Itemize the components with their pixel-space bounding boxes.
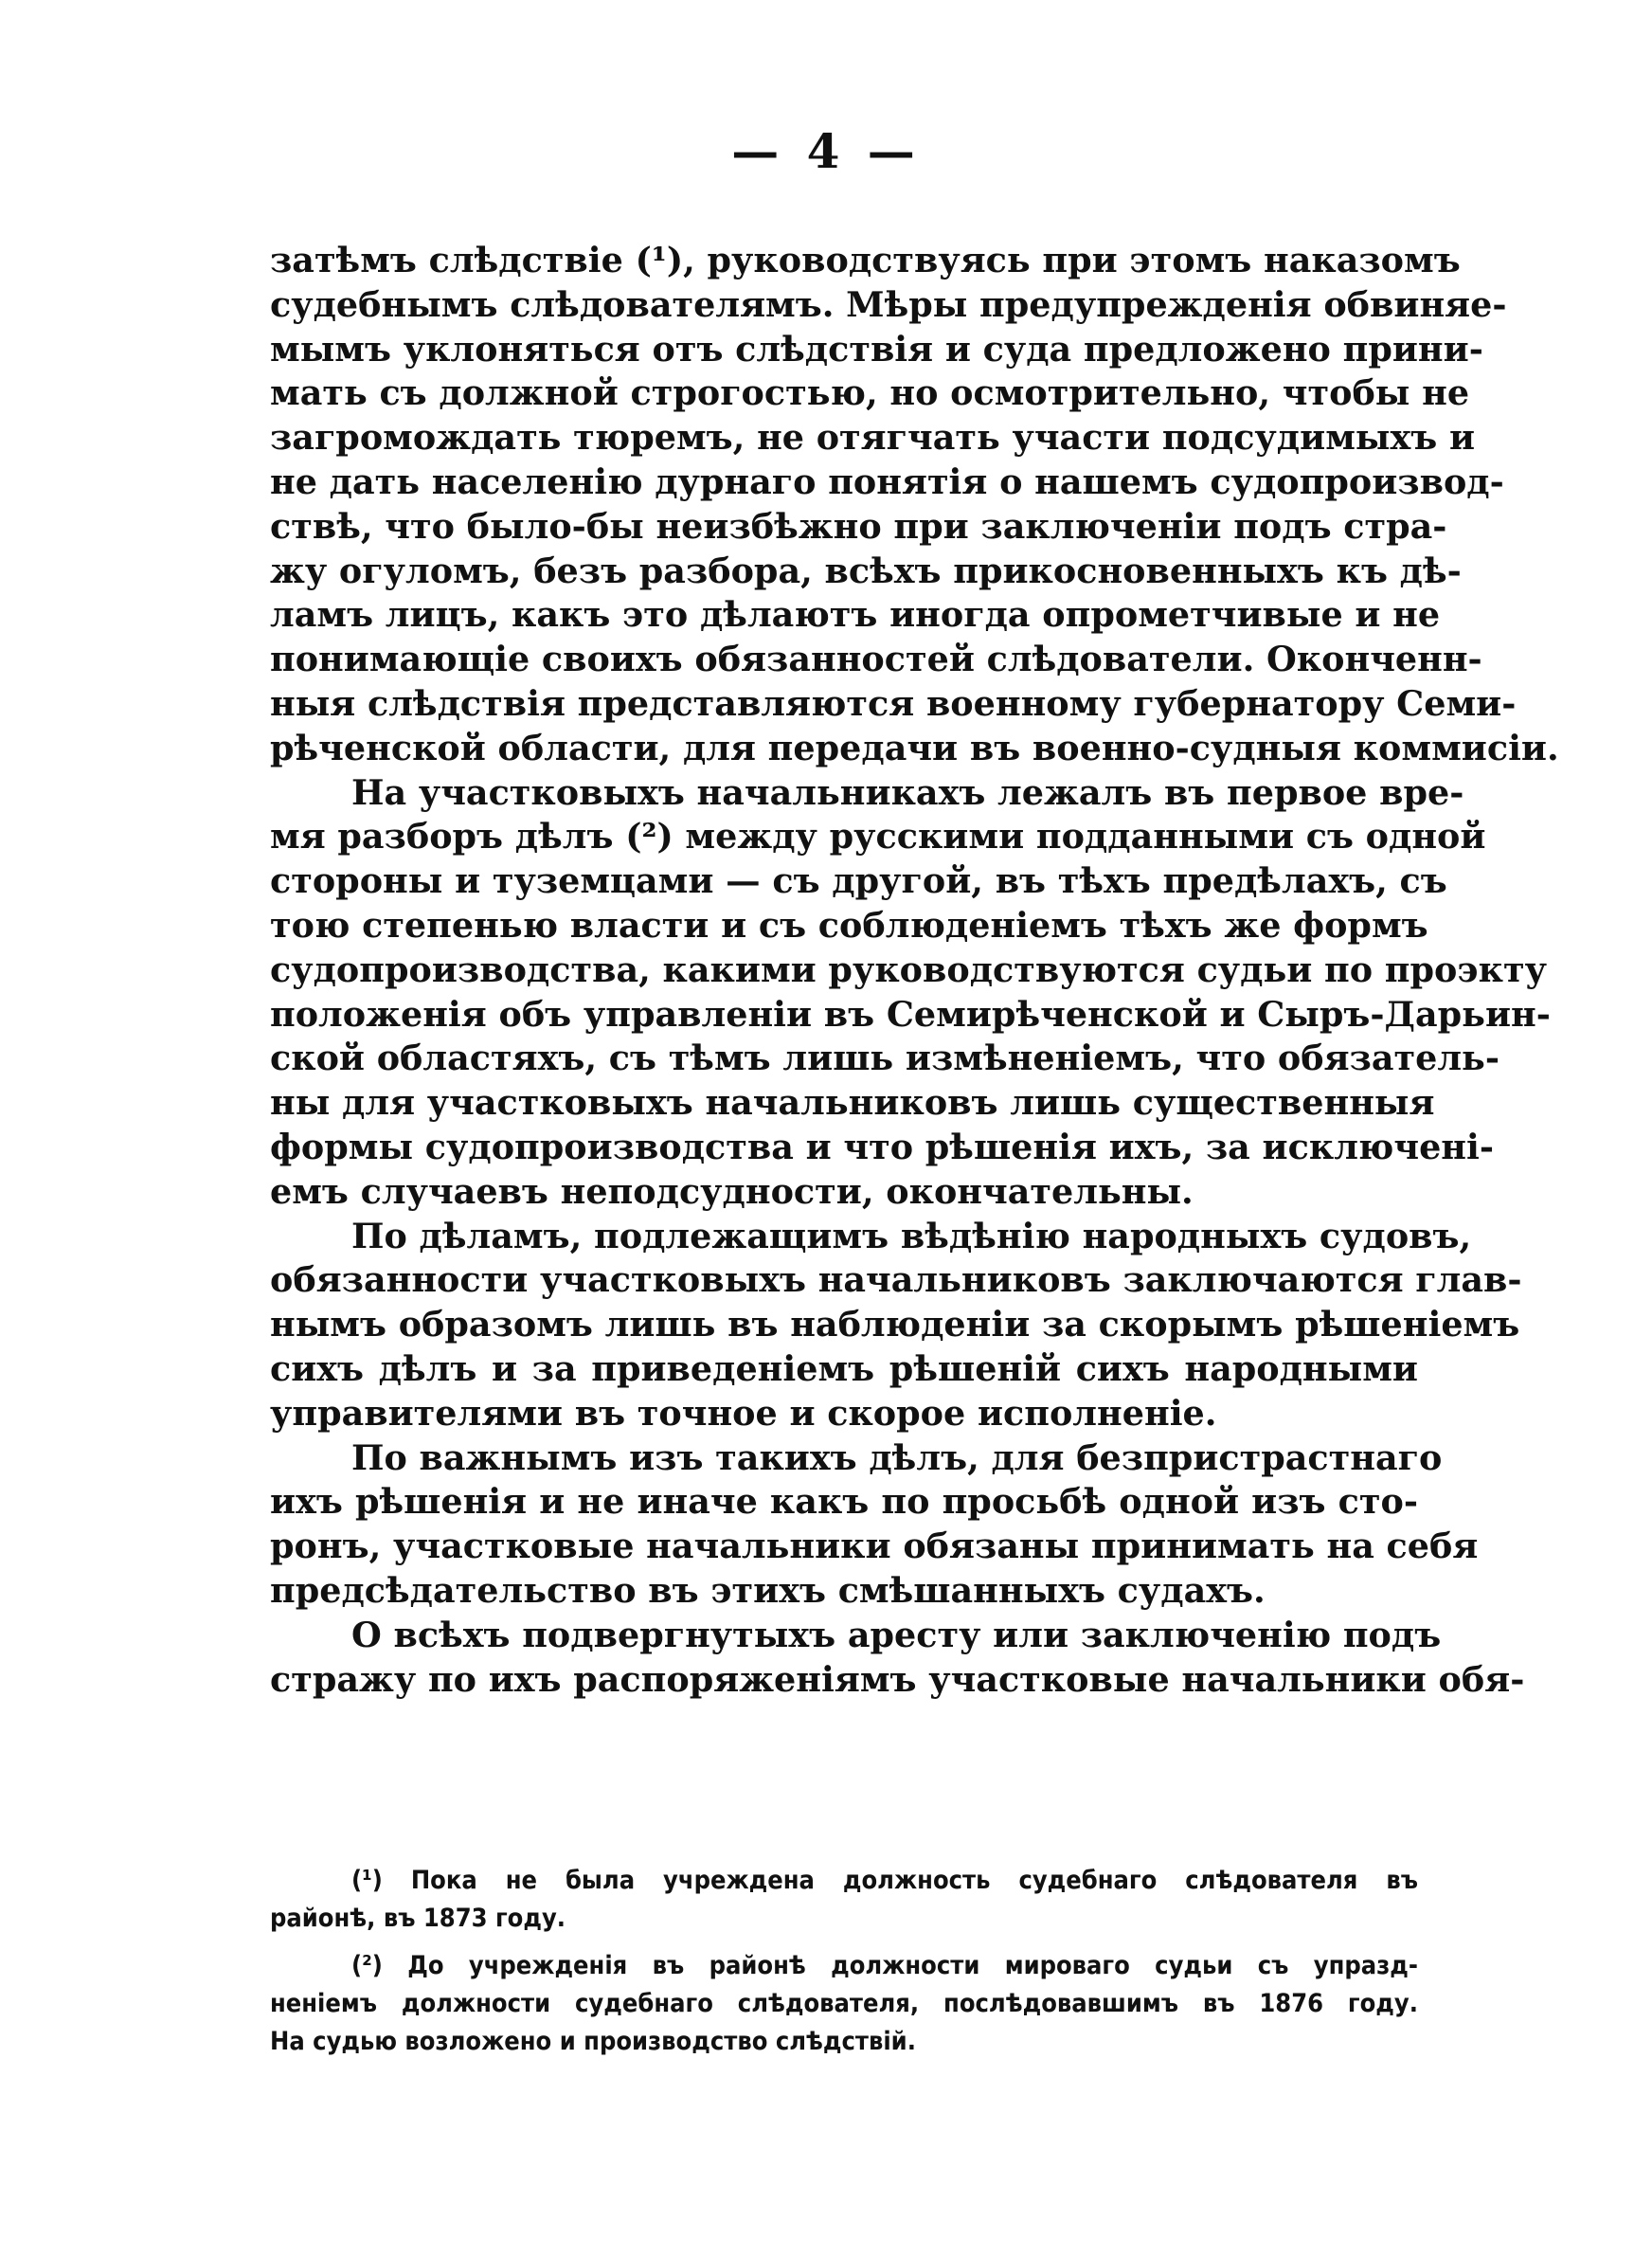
text-line: формы судопроизводства и что рѣшенія ихъ, за исключені-	[270, 1126, 1495, 1167]
text-line: нымъ образомъ лишь въ наблюденіи за скорымъ рѣшеніемъ	[270, 1304, 1520, 1345]
text-line: не дать населенію дурнаго понятія о нашемъ судопроизвод-	[270, 460, 1504, 502]
text-line: судебнымъ слѣдователямъ. Мѣры предупрежденія обвиняе-	[270, 283, 1507, 325]
text-line: ствѣ, что было-бы неизбѣжно при заключеніи подъ стра-	[270, 505, 1447, 547]
footnote-line: (¹) Пока не была учреждена должность судебнаго слѣдователя въ	[351, 1866, 1418, 1895]
text-line: обязанности участковыхъ начальниковъ заключаются глав-	[270, 1259, 1522, 1301]
text-line: судопроизводства, какими руководствуются судьи по проэкту	[270, 948, 1547, 990]
text-line: ронъ, участковые начальники обязаны принимать на себя	[270, 1526, 1479, 1567]
text-line: мя разборъ дѣлъ (²) между русскими подданными съ одной	[270, 816, 1486, 858]
text-line: По дѣламъ, подлежащимъ вѣдѣнію народныхъ судовъ,	[351, 1215, 1472, 1256]
text-line: управителями въ точное и скорое исполненіе.	[270, 1392, 1217, 1434]
text-line: тою степенью власти и съ соблюденіемъ тѣхъ же формъ	[270, 904, 1428, 946]
footnotes	[270, 1862, 1418, 2061]
text-line: положенія объ управленіи въ Семирѣченской и Сыръ-Дарьин-	[270, 993, 1551, 1035]
footnote	[270, 1862, 1418, 1938]
text-line: емъ случаевъ неподсудности, окончательны.	[270, 1170, 1194, 1212]
text-line: сихъ дѣлъ и за приведеніемъ рѣшеній сихъ народными	[270, 1347, 1418, 1389]
text-line: ныя слѣдствія представляются военному губернатору Семи-	[270, 682, 1517, 724]
page-number: — 4 —	[731, 123, 921, 179]
text-line: затѣмъ слѣдствіе (¹), руководствуясь при этомъ наказомъ	[270, 240, 1461, 280]
text-line: загромождать тюремъ, не отягчать участи подсудимыхъ и	[270, 417, 1476, 459]
text-line: рѣченской области, для передачи въ военно-судныя коммисіи.	[270, 727, 1559, 768]
text-line: мымъ уклоняться отъ слѣдствія и суда предложено прини-	[270, 328, 1483, 370]
text-line: стороны и туземцами — съ другой, въ тѣхъ предѣлахъ, съ	[270, 860, 1447, 902]
text-line: жу огуломъ, безъ разбора, всѣхъ прикосновенныхъ къ дѣ-	[270, 550, 1462, 591]
footnote-line: неніемъ должности судебнаго слѣдователя, послѣдовавшимъ въ 1876 году.	[270, 1989, 1418, 2018]
footnote-line: На судью возложено и производство слѣдствій.	[270, 2027, 916, 2056]
footnote	[270, 1947, 1418, 2061]
text-line: ны для участковыхъ начальниковъ лишь существенныя	[270, 1082, 1435, 1124]
text-line: мать съ должной строгостью, но осмотрительно, чтобы не	[270, 372, 1470, 414]
text-line: ихъ рѣшенія и не иначе какъ по просьбѣ одной изъ сто-	[270, 1481, 1418, 1523]
footnote-line: районѣ, въ 1873 году.	[270, 1904, 566, 1933]
text-line: понимающіе своихъ обязанностей слѣдователи. Оконченн-	[270, 639, 1482, 680]
text-line: ской областяхъ, съ тѣмъ лишь измѣненіемъ, что обязатель-	[270, 1038, 1499, 1079]
text-line: По важнымъ изъ такихъ дѣлъ, для безпристрастнаго	[351, 1436, 1443, 1478]
text-line: ламъ лицъ, какъ это дѣлаютъ иногда опрометчивые и не	[270, 594, 1441, 636]
footnote-line: (²) До учрежденія въ районѣ должности мироваго судьи съ упразд-	[351, 1951, 1418, 1980]
text-line: стражу по ихъ распоряженіямъ участковые начальники обя-	[270, 1658, 1525, 1700]
body-text	[270, 239, 1559, 1702]
text-line: О всѣхъ подвергнутыхъ аресту или заключенію подъ	[351, 1614, 1442, 1655]
text-line: На участковыхъ начальникахъ лежалъ въ первое вре-	[351, 771, 1464, 813]
text-line: предсѣдательство въ этихъ смѣшанныхъ судахъ.	[270, 1569, 1266, 1611]
